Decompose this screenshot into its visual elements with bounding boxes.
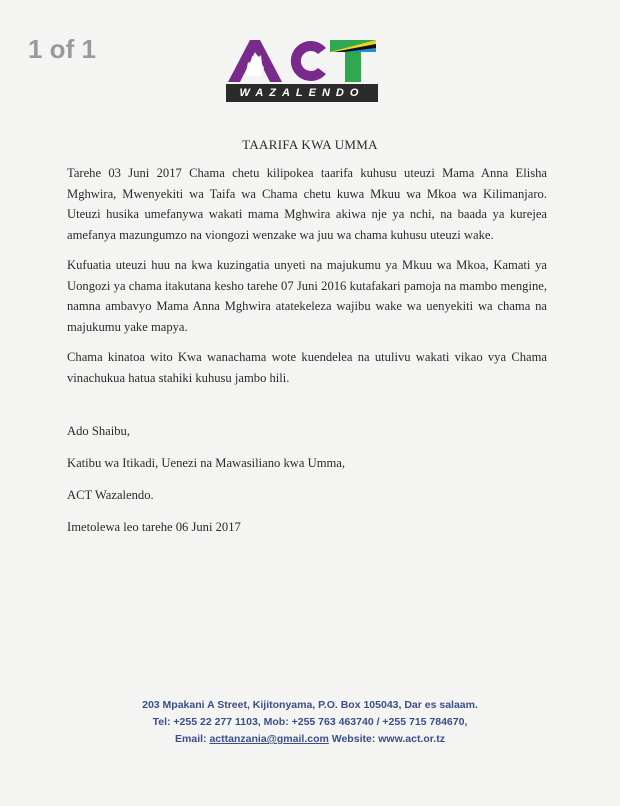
paragraph-2: Kufuatia uteuzi huu na kwa kuzingatia unyeti na majukumu ya Mkuu wa Mkoa, Kamati ya Uongozi ya chama itakutana kesho tarehe 07 Juni 2016 kutafakari pamoja na mambo mengine, namna ambavyo Mama Anna Mghwira atatekeleza wajibu wake wa uenyekiti wa chama na majukumu yake mapya. xyxy=(67,258,547,334)
act-letter-a-icon xyxy=(228,40,282,82)
footer-email-label: Email: xyxy=(175,733,207,745)
document-title: TAARIFA KWA UMMA xyxy=(242,137,378,152)
paragraph-1: Tarehe 03 Juni 2017 Chama chetu kilipokea taarifa kuhusu uteuzi Mama Anna Elisha Mghwira, Mwenyekiti wa Taifa wa Chama chetu kuwa Mkuu wa Mkoa wa Kilimanjaro. Uteuzi husika umefanywa wakati mama Mghwira akiwa nje ya nchi, na baada ya kurejea amefanya mazungumzo na viongozi wenzake wa juu wa chama kuhusu uteuzi wake. xyxy=(67,166,547,242)
letterhead-footer xyxy=(0,697,620,748)
signoff-block xyxy=(67,421,547,549)
paragraph-3: Chama kinatoa wito Kwa wanachama wote kuendelea na utulivu wakati vikao vya Chama vinachukua hatua stahiki kuhusu jambo hili. xyxy=(67,350,547,385)
act-logo-letters xyxy=(226,38,378,82)
signatory-name: Ado Shaibu, xyxy=(67,424,130,438)
footer-contact-line xyxy=(0,731,620,748)
act-wazalendo-logo xyxy=(226,38,378,104)
act-letter-c-icon xyxy=(291,41,326,81)
document-body xyxy=(67,163,547,398)
page-counter: 1 of 1 xyxy=(28,34,96,64)
footer-email-link[interactable]: acttanzania@gmail.com xyxy=(209,733,329,745)
logo-tagline: WAZALENDO xyxy=(226,84,378,102)
footer-website[interactable]: www.act.or.tz xyxy=(378,733,445,745)
footer-address: 203 Mpakani A Street, Kijitonyama, P.O. Box 105043, Dar es salaam. xyxy=(142,699,478,711)
signatory-organization: ACT Wazalendo. xyxy=(67,488,154,502)
footer-phones: Tel: +255 22 277 1103, Mob: +255 763 463740 / +255 715 784670, xyxy=(152,716,468,728)
act-letter-t-flag-icon xyxy=(330,40,376,82)
signatory-position: Katibu wa Itikadi, Uenezi na Mawasiliano kwa Umma, xyxy=(67,456,346,470)
issue-date: Imetolewa leo tarehe 06 Juni 2017 xyxy=(67,520,241,534)
footer-website-label: Website: xyxy=(331,733,376,745)
